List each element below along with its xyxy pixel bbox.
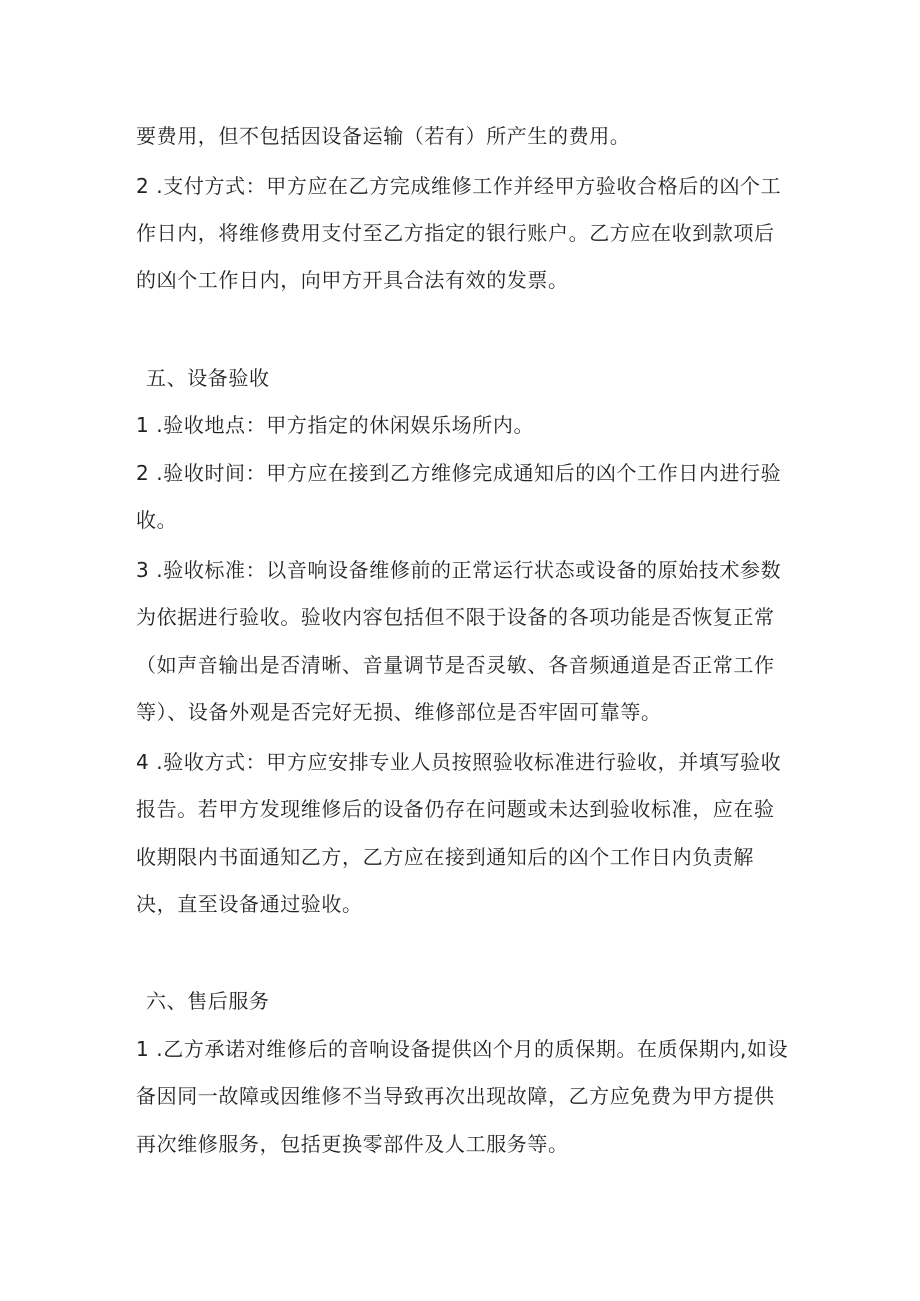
paragraph-line: 2 .支付方式：甲方应在乙方完成维修工作并经甲方验收合格后的凶个工	[136, 174, 782, 198]
paragraph-line: 报告。若甲方发现维修后的设备仍存在问题或未达到验收标准，应在验	[136, 797, 775, 821]
paragraph-line: 再次维修服务，包括更换零部件及人工服务等。	[136, 1132, 569, 1156]
paragraph-line: 决，直至设备通过验收。	[136, 892, 363, 916]
paragraph-line: 3 .验收标准：以音响设备维修前的正常运行状态或设备的原始技术参数	[136, 558, 782, 582]
section-heading: 六、售后服务	[146, 989, 270, 1013]
paragraph-line: 等）、设备外观是否完好无损、维修部位是否牢固可靠等。	[136, 700, 662, 724]
paragraph-line: 4 .验收方式：甲方应安排专业人员按照验收标准进行验收，并填写验收	[136, 750, 782, 774]
paragraph-line: 收。	[136, 508, 178, 532]
paragraph-line: 收期限内书面通知乙方，乙方应在接到通知后的凶个工作日内负责解	[136, 845, 754, 869]
paragraph-line: 的凶个工作日内，向甲方开具合法有效的发票。	[136, 268, 569, 292]
section-heading: 五、设备验收	[146, 366, 270, 390]
paragraph-line: （如声音输出是否清晰、音量调节是否灵敏、各音频通道是否正常工作	[136, 653, 775, 677]
paragraph-line: 要费用，但不包括因设备运输（若有）所产生的费用。	[136, 124, 631, 148]
paragraph-line: 1 .乙方承诺对维修后的音响设备提供凶个月的质保期。在质保期内,如设	[136, 1037, 789, 1061]
paragraph-line: 备因同一故障或因维修不当导致再次出现故障，乙方应免费为甲方提供	[136, 1084, 775, 1108]
paragraph-line: 1 .验收地点：甲方指定的休闲娱乐场所内。	[136, 413, 535, 437]
paragraph-line: 作日内，将维修费用支付至乙方指定的银行账户。乙方应在收到款项后	[136, 221, 775, 245]
paragraph-line: 2 .验收时间：甲方应在接到乙方维修完成通知后的凶个工作日内进行验	[136, 461, 782, 485]
paragraph-line: 为依据进行验收。验收内容包括但不限于设备的各项功能是否恢复正常	[136, 605, 775, 629]
